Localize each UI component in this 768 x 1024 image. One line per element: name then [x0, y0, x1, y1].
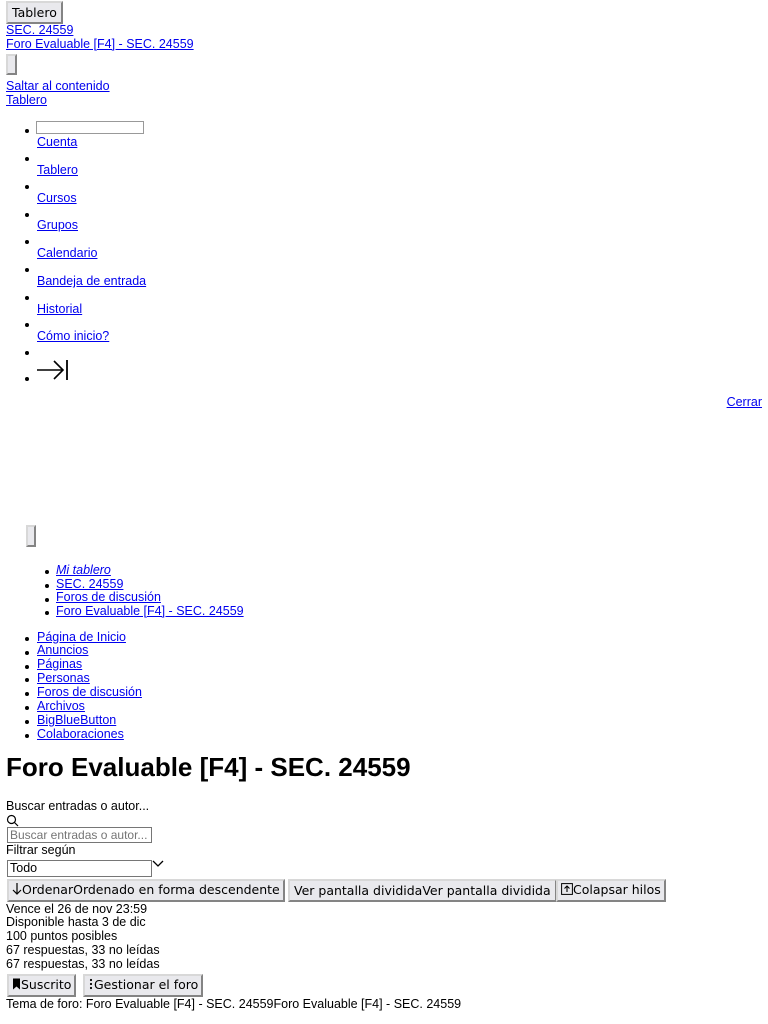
course-nav-people[interactable]: Personas: [37, 671, 90, 685]
manage-forum-label: Gestionar el foro: [94, 977, 199, 993]
arrow-down-icon: [12, 882, 22, 899]
skip-to-content-link[interactable]: Saltar al contenido: [6, 79, 110, 93]
breadcrumb-link-forum[interactable]: Foro Evaluable [F4] - SEC. 24559: [56, 604, 244, 618]
nav-link-bandeja[interactable]: Bandeja de entrada: [37, 274, 147, 288]
breadcrumb-link-course[interactable]: SEC. 24559: [56, 577, 124, 591]
points-possible: 100 puntos posibles: [6, 929, 118, 943]
filter-select[interactable]: [7, 860, 152, 877]
replies-count: 67 respuestas, 33 no leídas: [6, 943, 160, 957]
close-link[interactable]: Cerrar: [726, 395, 762, 409]
nav-link-cuenta[interactable]: Cuenta: [37, 135, 78, 149]
sort-button[interactable]: [7, 879, 285, 902]
chevron-down-icon[interactable]: [151, 858, 165, 873]
course-link[interactable]: SEC. 24559: [6, 23, 74, 37]
dashboard-button[interactable]: Tablero: [6, 1, 63, 24]
sort-button-label: OrdenarOrdenado en forma descendente: [22, 882, 280, 897]
filter-label: Filtrar según: [6, 843, 76, 857]
course-nav-announcements[interactable]: Anuncios: [37, 643, 89, 657]
global-nav-dashboard-link[interactable]: Tablero: [6, 93, 47, 107]
forum-link[interactable]: Foro Evaluable [F4] - SEC. 24559: [6, 37, 194, 51]
split-screen-button[interactable]: Ver pantalla divididaVer pantalla dividida: [288, 879, 557, 902]
search-label: Buscar entradas o autor...: [6, 799, 150, 813]
nav-link-tablero[interactable]: Tablero: [37, 163, 78, 177]
replies-count: 67 respuestas, 33 no leídas: [6, 957, 160, 971]
menu-toggle-button[interactable]: [6, 54, 17, 75]
subscribed-label: Suscrito: [21, 977, 72, 993]
subscribed-button[interactable]: [7, 974, 76, 997]
collapse-threads-label: Colapsar hilos: [573, 882, 661, 898]
bookmark-icon: [12, 978, 21, 994]
breadcrumb-link-dashboard[interactable]: Mi tablero: [56, 563, 111, 577]
page-title: Foro Evaluable [F4] - SEC. 24559: [6, 752, 411, 782]
course-menu-toggle-button[interactable]: [26, 525, 36, 547]
search-input[interactable]: [7, 827, 152, 843]
course-nav-bigbluebutton[interactable]: BigBlueButton: [37, 713, 117, 727]
topic-heading: Tema de foro: Foro Evaluable [F4] - SEC. 24559: [6, 997, 274, 1011]
collapse-threads-button[interactable]: [556, 879, 666, 902]
collapse-nav-icon[interactable]: [36, 358, 70, 385]
nav-link-grupos[interactable]: Grupos: [37, 218, 78, 232]
available-until: Disponible hasta 3 de dic: [6, 915, 146, 929]
manage-forum-button[interactable]: [83, 974, 203, 997]
course-nav-home[interactable]: Página de Inicio: [37, 630, 126, 644]
avatar[interactable]: [36, 121, 144, 134]
topic-title: Foro Evaluable [F4] - SEC. 24559: [273, 997, 462, 1011]
nav-link-cursos[interactable]: Cursos: [37, 191, 77, 205]
collapse-icon: [561, 883, 573, 899]
nav-link-historial[interactable]: Historial: [37, 302, 83, 316]
nav-link-calendario[interactable]: Calendario: [37, 246, 98, 260]
filter-select-value: Todo: [10, 861, 38, 875]
course-nav-collaborations[interactable]: Colaboraciones: [37, 727, 124, 741]
course-nav-discussions[interactable]: Foros de discusión: [37, 685, 142, 699]
topic-line: [6, 997, 461, 1011]
course-nav-files[interactable]: Archivos: [37, 699, 85, 713]
course-nav-pages[interactable]: Páginas: [37, 657, 83, 671]
due-date: Vence el 26 de nov 23:59: [6, 902, 148, 916]
nav-link-como-inicio[interactable]: Cómo inicio?: [37, 329, 110, 343]
breadcrumb-link-discussions[interactable]: Foros de discusión: [56, 590, 161, 604]
